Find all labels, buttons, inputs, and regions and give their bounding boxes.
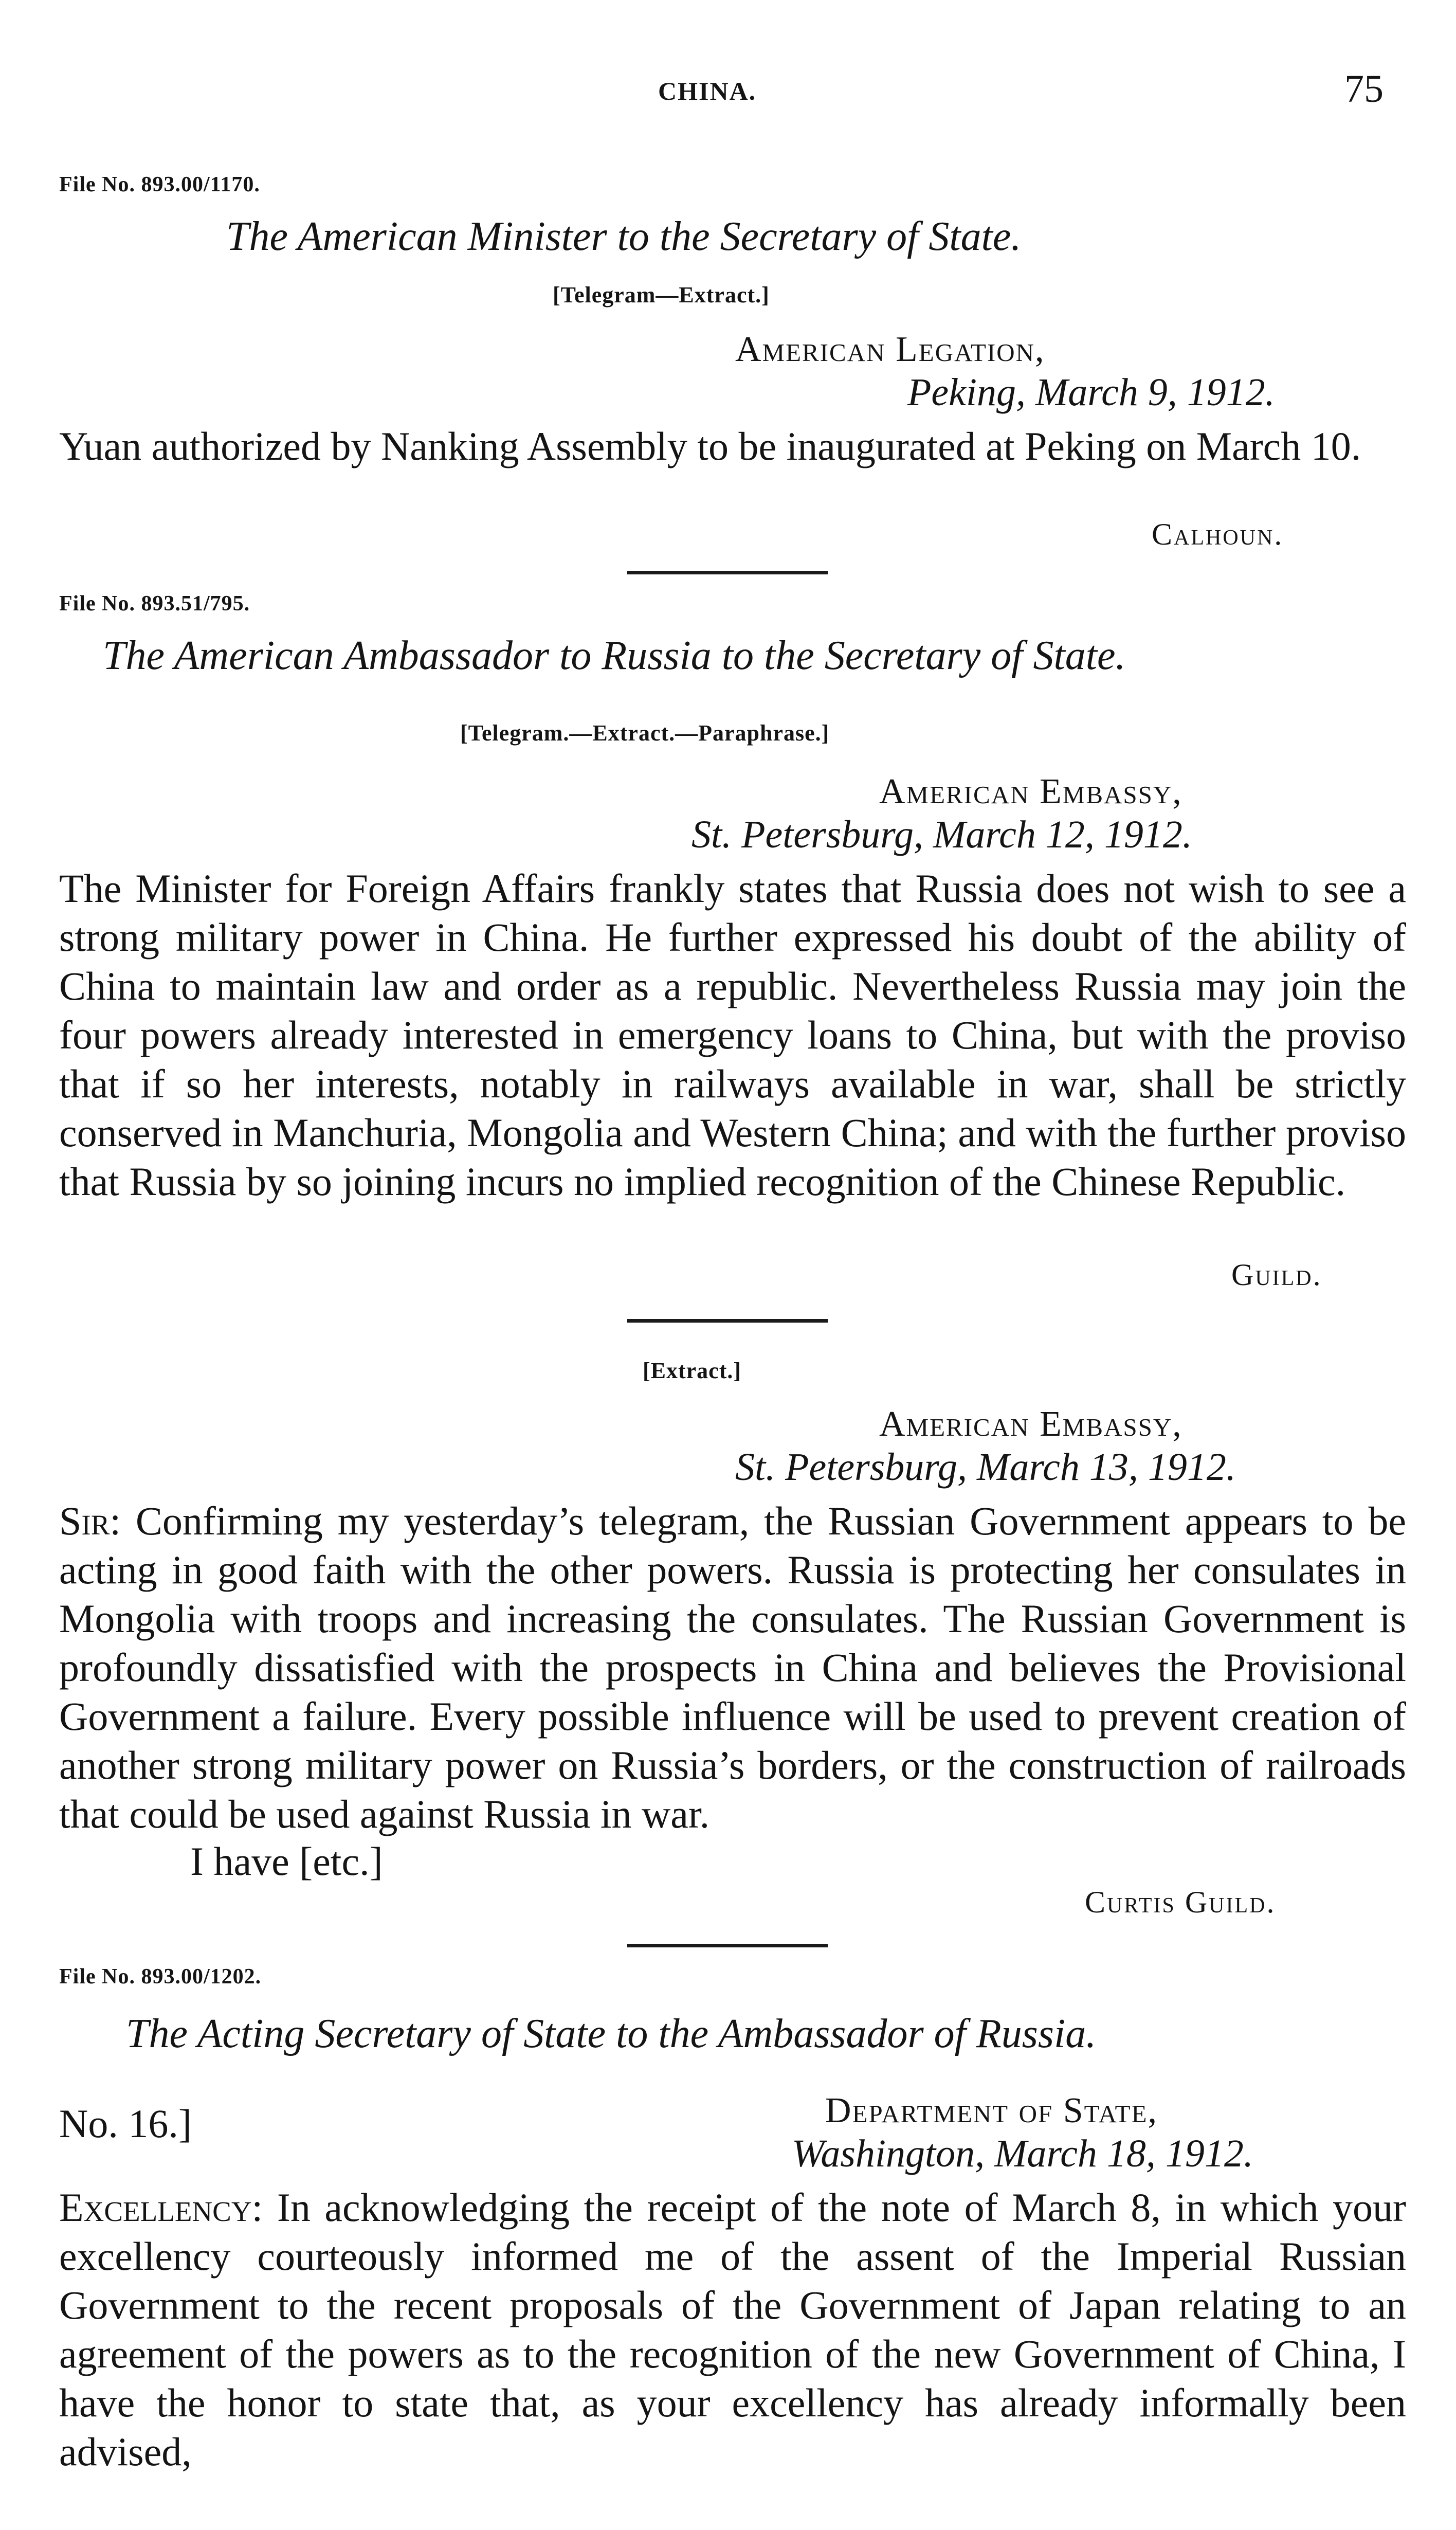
signature: Calhoun. <box>1152 517 1284 551</box>
complimentary-close: I have [etc.] <box>190 1839 383 1884</box>
sender-office: Department of State, <box>825 2091 1158 2130</box>
document-body: Confirming my yesterday’s telegram, the Russian Government appears to be acting in good faith with the other powers. Russia is protecting her consulates in Mongolia with troops and increasing the consulates. The Russian Government is profoundly dissatisfied with the prospects in China and believes the Provisional Government a failure. Every possible influence will be used to prevent creation of another strong military power on Russia’s borders, or the construction of railroads that could be used against Russia in war. <box>59 1498 1407 1836</box>
salutation: Sir: <box>59 1498 121 1543</box>
signature: Curtis Guild. <box>1085 1885 1276 1919</box>
page-number: 75 <box>1344 67 1384 111</box>
dateline: Peking, March 9, 1912. <box>907 371 1275 414</box>
document-body: The Minister for Foreign Affairs frankly states that Russia does not wish to see a strong military power in China. He further expressed his doubt of the ability of China to maintain law and order as a republic. Nevertheless Russia may join the four powers already interested in emergency loans to China, but with the proviso that if so her interests, notably in railways available in war, shall be strictly conserved in Manchuria, Mongolia and Western China; and with the further proviso that Russia by so joining incurs no implied recognition of the Chinese Republic. <box>59 866 1406 1204</box>
document-title: The Acting Secretary of State to the Ambassador of Russia. <box>126 2011 1097 2056</box>
salutation: Excellency: <box>59 2185 263 2230</box>
document-note: [Telegram.—Extract.—Paraphrase.] <box>460 720 830 746</box>
sender-office: American Embassy, <box>879 772 1182 811</box>
dateline: Washington, March 18, 1912. <box>792 2132 1253 2175</box>
section-divider <box>627 571 828 574</box>
file-number: File No. 893.51/795. <box>59 592 250 616</box>
dateline: St. Petersburg, March 13, 1912. <box>735 1445 1236 1489</box>
document-title: The American Ambassador to Russia to the Secretary of State. <box>103 633 1126 678</box>
file-number: File No. 893.00/1170. <box>59 173 260 196</box>
file-number: File No. 893.00/1202. <box>59 1965 262 1989</box>
letter-body <box>59 2183 1406 2476</box>
document-note: [Telegram—Extract.] <box>553 282 770 308</box>
document-note: [Extract.] <box>643 1358 742 1383</box>
running-head: CHINA. <box>658 77 757 105</box>
sender-office: American Embassy, <box>879 1404 1182 1444</box>
section-divider <box>627 1944 828 1947</box>
signature: Guild. <box>1231 1258 1322 1292</box>
dateline: St. Petersburg, March 12, 1912. <box>691 813 1192 856</box>
document-body: Yuan authorized by Nanking Assembly to be inaugurated at Peking on March 10. <box>59 424 1361 468</box>
section-divider <box>627 1319 828 1323</box>
document-title: The American Minister to the Secretary of State. <box>226 214 1022 259</box>
dispatch-number: No. 16.] <box>59 2101 192 2146</box>
sender-office: American Legation, <box>735 330 1045 369</box>
letter-body <box>59 1496 1406 1838</box>
document-body: In acknowledging the receipt of the note of March 8, in which your excellency courteously informed me of the assent of the Imperial Russian Government to the recent proposals of the Government of Japan relating to an agreement of the powers as to the recognition of the new Government of China, I have the honor to state that, as your excellency has already informally been advised, <box>59 2185 1406 2474</box>
